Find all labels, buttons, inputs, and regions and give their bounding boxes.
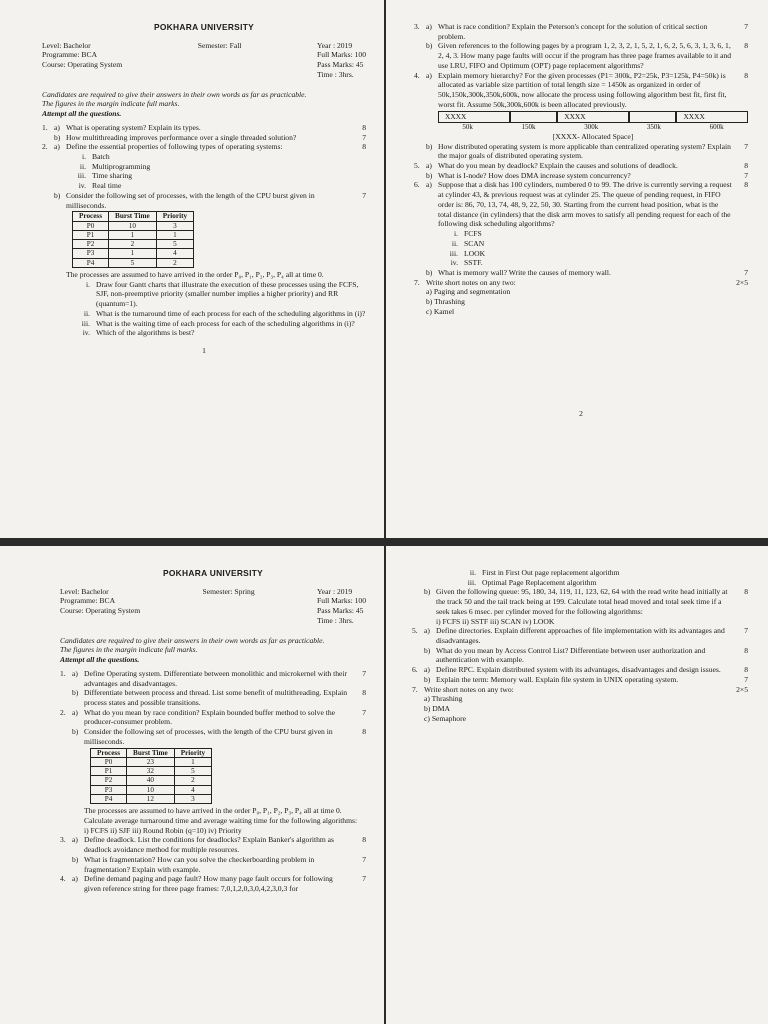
instruction-2: The figures in the margin indicate full marks. — [42, 99, 180, 109]
table-header-cell: Burst Time — [109, 212, 157, 221]
instruction-2: The figures in the margin indicate full marks. — [60, 645, 198, 655]
q7-list: a) Paging and segmentation b) Thrashing c) Kamel — [426, 287, 511, 316]
instruction-3: Attempt all the questions. — [60, 655, 140, 665]
question-4a: 4. a) Explain memory hierarchy? For the given processes (P1= 300k, P2=25k, P3=125k, P4=50k) is allocated as variable size partition of total length size = 1450k as organized in order of 50k,150k,300k,350k,600k, now allocate the process using following algorithm best fit, first fit, worst fit. Assume 50k,300k,600k is been allocated previously. 8 — [414, 70, 748, 109]
memory-labels — [438, 123, 748, 132]
table-header-cell: Burst Time — [127, 748, 175, 757]
programme: Programme: BCA — [60, 596, 116, 606]
table-header-cell: Priority — [174, 748, 211, 757]
level: Level: Bachelor — [42, 40, 91, 50]
q2a-list: i. Batch ii. Multiprogramming iii. Time sharing iv. Real time — [77, 151, 151, 191]
question-3a: 3. a) What is race condition? Explain the Peterson's concept for the solution of critical section problem. 7 — [414, 22, 748, 41]
q6a-list: i. FCFS ii. SCAN iii. LOOK iv. SSTF. — [449, 229, 486, 268]
question-7: 7. Write short notes on any two: 2×5 — [414, 277, 748, 287]
question-6b: b) Explain the term: Memory wall. Explain file system in UNIX operating system. 7 — [424, 674, 748, 684]
table-cell: 4 — [156, 249, 193, 258]
memory-label: 50k — [462, 122, 473, 131]
memory-block — [629, 111, 677, 122]
table-header-cell: Priority — [156, 212, 193, 221]
memory-block: XXXX — [438, 111, 510, 122]
question-7: 7. Write short notes on any two: 2×5 — [412, 684, 748, 694]
question-2b: b) Consider the following set of processes, with the length of the CPU burst given in milliseconds. 8 — [72, 727, 366, 746]
table-cell: P3 — [73, 249, 109, 258]
table-row — [73, 240, 194, 249]
question-1a: 1. a) What is operating system? Explain its types. 8 — [42, 122, 366, 132]
exam-page-3 — [0, 546, 384, 1024]
question-6b: b) What is memory wall? Write the causes of memory wall. 7 — [426, 267, 748, 277]
question-1b: b) Differentiate between process and thread. List some benefit of multithreading. Explain process states and possible transitions. 8 — [72, 688, 366, 707]
exam-page-1 — [0, 0, 384, 538]
table-cell: 5 — [174, 767, 211, 776]
university-title: POKHARA UNIVERSITY — [162, 568, 263, 578]
question-5a: 5. a) Define directories. Explain different approaches of file implementation with its advantages and disadvantages. 7 — [412, 626, 748, 646]
table-cell: 1 — [109, 230, 157, 239]
page-number: 1 — [202, 345, 206, 355]
instruction-3: Attempt all the questions. — [42, 109, 122, 119]
table-cell: P0 — [91, 757, 127, 766]
year: Year : 2019 — [317, 586, 353, 596]
q2b-note: The processes are assumed to have arrived in the order P₀, P₁, P₂, P₃, P₄ all at time 0. Calculate average turnaround time and average waiting time for the following algorithms: i) FCFS ii) SJF iii) Round Robin (q=10) iv) Priority — [84, 806, 358, 835]
table-cell: 1 — [109, 249, 157, 258]
question-4a: 4. a) Define demand paging and page fault? How many page fault occurs for following given reference string for three page frames: 7,0,1,2,0,3,0,4,2,3,0,3 for 7 — [60, 874, 366, 893]
table-cell: 2 — [109, 240, 157, 249]
table-cell: 1 — [174, 757, 211, 766]
table-cell: 5 — [156, 240, 193, 249]
memory-label: 350k — [646, 122, 661, 131]
table-cell: 40 — [127, 776, 175, 785]
table-cell: 4 — [174, 785, 211, 794]
table-row — [91, 785, 212, 794]
table-cell: P3 — [91, 785, 127, 794]
table-cell: P4 — [73, 258, 109, 267]
question-4b: b) How distributed operating system is more applicable than centralized operating system? Explain the major goals of distributed operating system. 7 — [426, 141, 748, 161]
instructions — [42, 90, 366, 119]
semester: Semester: Spring — [202, 586, 255, 596]
pass-marks: Pass Marks: 45 — [317, 606, 364, 616]
table-header-row — [91, 748, 212, 757]
question-1a: 1. a) Define Operating system. Differentiate between monolithic and microkernel with their advantages and disadvantages. 7 — [60, 668, 366, 688]
table-header-row — [73, 212, 194, 221]
table-row — [91, 794, 212, 803]
table-cell: 1 — [156, 230, 193, 239]
table-row — [73, 230, 194, 239]
question-1b: b) How multithreading improves performance over a single threaded solution? 7 — [54, 132, 366, 142]
table-cell: 10 — [109, 221, 157, 230]
instruction-1: Candidates are required to give their answers in their own words as far as practicable. — [42, 89, 307, 99]
question-6a: 6. a) Define RPC. Explain distributed system with its advantages, disadvantages and design issues. 8 — [412, 665, 748, 675]
question-2a: 2. a) What do you mean by race condition? Explain bounded buffer method to solve the producer-consumer problem. 7 — [60, 707, 366, 727]
memory-block: XXXX — [676, 111, 748, 122]
question-5a: 5. a) What do you mean by deadlock? Explain the causes and solutions of deadlock. 8 — [414, 161, 748, 171]
process-table — [90, 748, 212, 805]
question-4b: b) Given the following queue: 95, 180, 34, 119, 11, 123, 62, 64 with the read write head initially at the track 50 and the tail track being at 199. Calculate total head moved and total seek time if a seek takes 6 msec. per cylinder moved for the following algorithms: 8 — [424, 587, 748, 616]
table-row — [73, 221, 194, 230]
q4a-list: ii. First in First Out page replacement algorithm iii. Optimal Page Replacement algorithm — [467, 568, 620, 587]
q2b-list: i. Draw four Gantt charts that illustrate the execution of these processes using the FCFS, SJF, non-preemptive priority (smaller number implies a higher priority) and RR (quantum=1). ii. What is the turnaround time of each process for each of the scheduling algorithms in (i)? iii. What is the waiting time of each process for each of the scheduling algorithms in (i)? iv. Which of the algorithms is best? — [81, 279, 366, 338]
memory-block: XXXX — [557, 111, 629, 122]
table-row — [73, 249, 194, 258]
exam-header — [60, 587, 366, 626]
semester: Semester: Fall — [197, 40, 242, 50]
table-cell: P1 — [73, 230, 109, 239]
question-5b: b) What is I-node? How does DMA increase system concurrency? 7 — [426, 170, 748, 180]
programme: Programme: BCA — [42, 50, 98, 60]
course: Course: Operating System — [60, 606, 141, 616]
table-row — [91, 757, 212, 766]
full-marks: Full Marks: 100 — [317, 596, 366, 606]
exam-header — [42, 41, 366, 80]
table-cell: 3 — [174, 794, 211, 803]
instruction-1: Candidates are required to give their answers in their own words as far as practicable. — [60, 635, 325, 645]
q2b-note: The processes are assumed to have arrived in the order P₀, P₁, P₂, P₃, P₄ all at time 0. — [66, 269, 324, 279]
course: Course: Operating System — [42, 60, 123, 70]
page-number: 2 — [579, 408, 583, 418]
table-cell: 5 — [109, 258, 157, 267]
memory-blocks — [438, 111, 748, 122]
q4b-algos: i) FCFS ii) SSTF iii) SCAN iv) LOOK — [436, 616, 555, 626]
memory-diagram — [414, 111, 748, 141]
university-title: POKHARA UNIVERSITY — [153, 22, 254, 32]
table-cell: P0 — [73, 221, 109, 230]
full-marks: Full Marks: 100 — [317, 50, 366, 60]
table-cell: 32 — [127, 767, 175, 776]
table-row — [91, 767, 212, 776]
table-cell: P1 — [91, 767, 127, 776]
question-2b: b) Consider the following set of processes, with the length of the CPU burst given in milliseconds. 7 — [54, 190, 366, 210]
table-cell: 23 — [127, 757, 175, 766]
table-cell: 2 — [174, 776, 211, 785]
year: Year : 2019 — [317, 40, 353, 50]
table-cell: P4 — [91, 794, 127, 803]
question-3b: b) What is fragmentation? How can you solve the checkerboarding problem in fragmentation? Explain with example. 7 — [72, 854, 366, 874]
time: Time : 3hrs. — [317, 69, 354, 79]
question-3b: b) Given references to the following pages by a program 1, 2, 3, 2, 1, 5, 2, 1, 6, 2, 5, 6, 3, 1, 3, 6, 1, 2, 4, 3. How many page faults will occur if the program has three page frames available to it and use LRU, FIFO and Optimum (OPT) page replacement algorithms? 8 — [426, 41, 748, 70]
process-table — [72, 211, 194, 268]
table-cell: 12 — [127, 794, 175, 803]
table-header-cell: Process — [91, 748, 127, 757]
question-2a: 2. a) Define the essential properties of following types of operating systems: 8 — [42, 142, 366, 152]
memory-block — [510, 111, 558, 122]
memory-label: 150k — [521, 122, 536, 131]
table-row — [91, 776, 212, 785]
memory-label: 300k — [584, 122, 599, 131]
table-header-cell: Process — [73, 212, 109, 221]
table-cell: 2 — [156, 258, 193, 267]
question-5b: b) What do you mean by Access Control List? Differentiate between user authorization and authentication with example. 8 — [424, 645, 748, 665]
level: Level: Bachelor — [60, 586, 109, 596]
table-cell: P2 — [73, 240, 109, 249]
memory-caption: [XXXX- Allocated Space] — [552, 131, 634, 141]
time: Time : 3hrs. — [317, 615, 354, 625]
table-cell: 10 — [127, 785, 175, 794]
question-3a: 3. a) Define deadlock. List the conditions for deadlocks? Explain Banker's algorithm as deadlock avoidance method for multiple resources. 8 — [60, 835, 366, 855]
exam-page-4 — [386, 546, 768, 1024]
table-row — [73, 258, 194, 267]
pass-marks: Pass Marks: 45 — [317, 60, 364, 70]
q7-list: a) Thrashing b) DMA c) Semaphore — [424, 694, 466, 723]
table-cell: P2 — [91, 776, 127, 785]
instructions — [60, 636, 366, 665]
table-cell: 3 — [156, 221, 193, 230]
memory-label: 600k — [709, 122, 724, 131]
exam-page-2 — [386, 0, 768, 538]
question-6a: 6. a) Suppose that a disk has 100 cylinders, numbered 0 to 99. The drive is currently serving a request at cylinder 43, & previous request was at cylinder 25. The queue of pending request, in FIFO order is: 86, 70, 13, 74, 48, 9, 22, 50, 30. Starting from the current head position, what is the total distance (in cylinders) that the disk arm moves to satisfy all pending request for each of the following disk scheduling algorithms? 8 — [414, 180, 748, 229]
